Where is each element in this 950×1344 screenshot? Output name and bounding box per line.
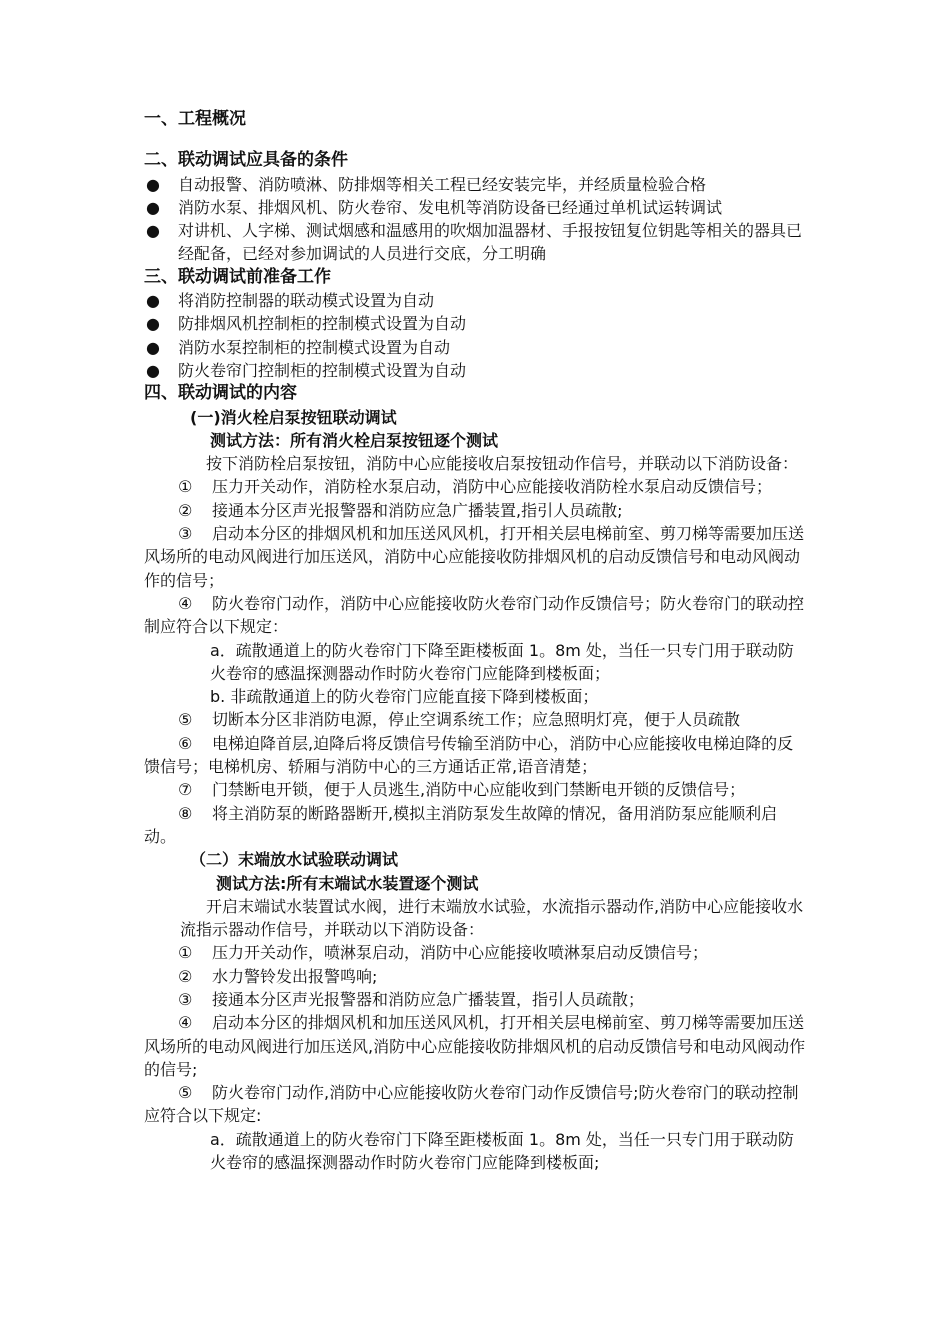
list-item: ④ 防火卷帘门动作，消防中心应能接收防火卷帘门动作反馈信号；防火卷帘门的联动控制应符合以下规定： (144, 593, 805, 637)
intro-paragraph-2: 开启末端试水装置试水阀，进行末端放水试验，水流指示器动作,消防中心应能接收水流指示器动作信号，并联动以下消防设备： (180, 896, 804, 940)
bullet-icon: ● (146, 314, 160, 334)
bullet-icon: ● (146, 221, 160, 241)
subsection-title-2: （二）末端放水试验联动调试 (190, 850, 399, 870)
bullet-icon: ● (146, 197, 160, 217)
sub-rule-a: a．疏散通道上的防火卷帘门下降至距楼板面 1。8m 处，当任一只专门用于联动防火卷帘的感温探测器动作时防火卷帘门应能降到楼板面； (210, 640, 794, 683)
sub-rule-a-2: a．疏散通道上的防火卷帘门下降至距楼板面 1。8m 处，当任一只专门用于联动防火卷帘的感温探测器动作时防火卷帘门应能降到楼板面; (210, 1129, 794, 1173)
prep-item: ● 消防水泵控制柜的控制模式设置为自动 (144, 336, 809, 359)
bullet-icon: ● (146, 291, 160, 311)
condition-item: ● 自动报警、消防喷淋、防排烟等相关工程已经安装完毕，并经质量检验合格 (144, 173, 809, 196)
prep-item: ● 防火卷帘门控制柜的控制模式设置为自动 (144, 359, 809, 382)
test-method-2: 测试方法:所有末端试水装置逐个测试 (216, 873, 479, 893)
list-item: ② 水力警铃发出报警鸣响; (178, 966, 378, 986)
sub-rule-b: b. 非疏散通道上的防火卷帘门应能直接下降到楼板面； (210, 687, 599, 707)
list-item: ③ 启动本分区的排烟风机和加压送风风机，打开相关层电梯前室、剪刀梯等需要加压送风场所的电动风阀进行加压送风，消防中心应能接收防排烟风机的启动反馈信号和电动风阀动作的信号； (144, 524, 805, 590)
section-heading-2: 二、联动调试应具备的条件 (144, 150, 348, 171)
list-item: ② 接通本分区声光报警器和消防应急广播装置,指引人员疏散; (178, 500, 623, 520)
intro-paragraph-1: 按下消防栓启泵按钮，消防中心应能接收启泵按钮动作信号，并联动以下消防设备： (206, 454, 799, 474)
condition-item: ● 消防水泵、排烟风机、防火卷帘、发电机等消防设备已经通过单机试运转调试 (144, 196, 809, 219)
section-heading-4: 四、联动调试的内容 (144, 383, 297, 404)
bullet-icon: ● (146, 360, 160, 380)
condition-item: ● 对讲机、人字梯、测试烟感和温感用的吹烟加温器材、手报按钮复位钥匙等相关的器具已经配备，已经对参加调试的人员进行交底，分工明确 (146, 221, 803, 264)
document-body (144, 108, 809, 1174)
list-item: ⑦ 门禁断电开锁，便于人员逃生,消防中心应能收到门禁断电开锁的反馈信号； (178, 780, 746, 800)
list-item: ⑥ 电梯迫降首层,迫降后将反馈信号传输至消防中心，消防中心应能接收电梯迫降的反馈信号；电梯机房、轿厢与消防中心的三方通话正常,语音清楚； (144, 733, 794, 777)
list-item: ③ 接通本分区声光报警器和消防应急广播装置，指引人员疏散； (178, 989, 645, 1009)
bullet-icon: ● (146, 174, 160, 194)
prep-item: ● 防排烟风机控制柜的控制模式设置为自动 (144, 312, 809, 335)
prep-item: ● 将消防控制器的联动模式设置为自动 (144, 289, 809, 312)
list-item: ⑤ 防火卷帘门动作,消防中心应能接收防火卷帘门动作反馈信号;防火卷帘门的联动控制应符合以下规定: (144, 1083, 799, 1126)
list-item: ① 压力开关动作，喷淋泵启动，消防中心应能接收喷淋泵启动反馈信号； (178, 943, 709, 963)
bullet-icon: ● (146, 337, 160, 357)
list-item: ① 压力开关动作，消防栓水泵启动，消防中心应能接收消防栓水泵启动反馈信号； (178, 477, 773, 497)
list-item: ⑤ 切断本分区非消防电源，停止空调系统工作；应急照明灯亮，便于人员疏散 (178, 710, 741, 730)
section-heading-3: 三、联动调试前准备工作 (144, 266, 331, 287)
list-item: ⑧ 将主消防泵的断路器断开,模拟主消防泵发生故障的情况，备用消防泵应能顺利启动。 (144, 803, 778, 846)
test-method-1: 测试方法：所有消火栓启泵按钮逐个测试 (210, 430, 499, 450)
subsection-title-1: (一)消火栓启泵按钮联动调试 (190, 407, 397, 427)
list-item: ④ 启动本分区的排烟风机和加压送风风机，打开相关层电梯前室、剪刀梯等需要加压送风场所的电动风阀进行加压送风,消防中心应能接收防排烟风机的启动反馈信号和电动风阀动作的信号; (144, 1013, 806, 1079)
section-heading-1: 一、工程概况 (144, 109, 246, 129)
